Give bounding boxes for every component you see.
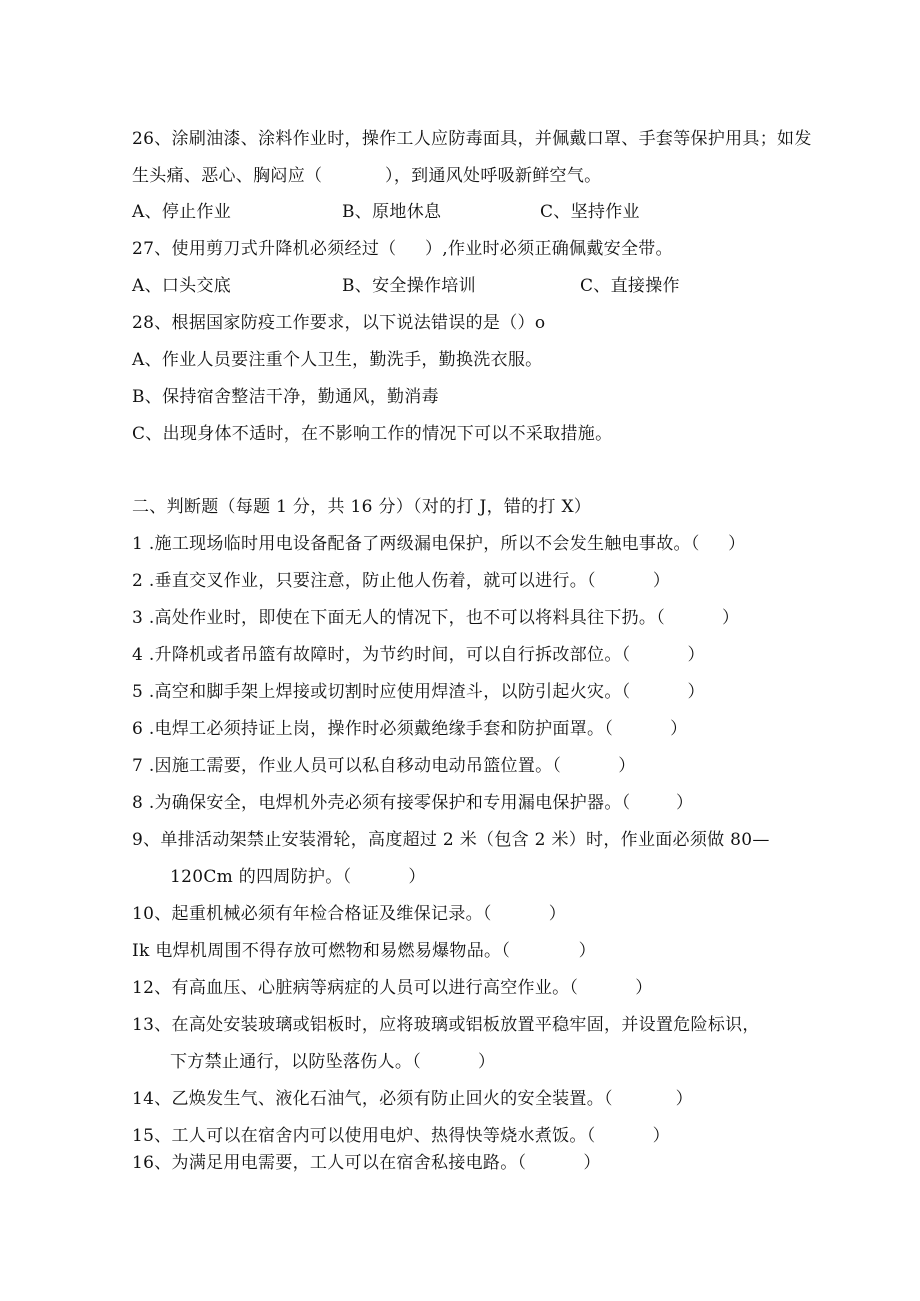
tf-question-11: Ik 电焊机周围不得存放可燃物和易燃易爆物品。（ ） — [132, 941, 596, 961]
q26-option-a: A、停止作业 — [132, 202, 232, 222]
section-heading-true-false: 二、判断题（每题 1 分，共 16 分）（对的打 J，错的打 X） — [132, 497, 592, 517]
q26-option-b: B、原地休息 — [342, 202, 442, 222]
tf-question-6: 6 .电焊工必须持证上岗，操作时必须戴绝缘手套和防护面罩。（ ） — [132, 719, 688, 739]
q27-option-b: B、安全操作培训 — [342, 276, 476, 296]
q28-option-b: B、保持宿舍整洁干净，勤通风，勤消毒 — [132, 387, 439, 407]
tf-question-7: 7 .因施工需要，作业人员可以私自移动电动吊篮位置。（ ） — [132, 756, 636, 776]
q27-text: 27、使用剪刀式升降机必须经过（ ）,作业时必须正确佩戴安全带。 — [132, 239, 673, 259]
tf-question-3: 3 .高处作业时，即使在下面无人的情况下，也不可以将料具往下扔。（ ） — [132, 608, 740, 628]
tf-question-5: 5 .高空和脚手架上焊接或切割时应使用焊渣斗，以防引起火灾。（ ） — [132, 682, 705, 702]
q26-text-line2: 生头痛、恶心、胸闷应（ ），到通风处呼吸新鲜空气。 — [132, 166, 602, 186]
q26-option-c: C、坚持作业 — [540, 202, 640, 222]
tf-question-10: 10、起重机械必须有年检合格证及维保记录。（ ） — [132, 904, 567, 924]
tf-question-2: 2 .垂直交叉作业，只要注意，防止他人伤着，就可以进行。（ ） — [132, 571, 671, 591]
q27-option-c: C、直接操作 — [580, 276, 680, 296]
q27-option-a: A、口头交底 — [132, 276, 232, 296]
tf-question-13-line2: 下方禁止通行，以防坠落伤人。（ ） — [170, 1052, 496, 1072]
q26-text-line1: 26、涂刷油漆、涂料作业时，操作工人应防毒面具，并佩戴口罩、手套等保护用具；如发 — [132, 129, 812, 149]
tf-question-16: 16、为满足用电需要，工人可以在宿舍私接电路。（ ） — [132, 1153, 601, 1173]
tf-question-4: 4 .升降机或者吊篮有故障时，为节约时间，可以自行拆改部位。（ ） — [132, 645, 705, 665]
q28-option-a: A、作业人员要注重个人卫生，勤洗手，勤换洗衣服。 — [132, 350, 543, 370]
q28-text: 28、根据国家防疫工作要求，以下说法错误的是（）o — [132, 313, 546, 333]
tf-question-13-line1: 13、在高处安装玻璃或铝板时，应将玻璃或铝板放置平稳牢固，并设置危险标识， — [132, 1015, 760, 1035]
tf-question-9-line1: 9、单排活动架禁止安装滑轮，高度超过 2 米（包含 2 米）时，作业面必须做 80— — [132, 830, 770, 850]
tf-question-12: 12、有高血压、心脏病等病症的人员可以进行高空作业。（ ） — [132, 978, 653, 998]
tf-question-14: 14、乙焕发生气、液化石油气，必须有防止回火的安全装置。（ ） — [132, 1089, 693, 1109]
q28-option-c: C、出现身体不适时，在不影响工作的情况下可以不采取措施。 — [132, 424, 613, 444]
tf-question-1: 1 .施工现场临时用电设备配备了两级漏电保护，所以不会发生触电事故。（ ） — [132, 534, 746, 554]
tf-question-9-line2: 120Cm 的四周防护。（ ） — [170, 867, 426, 887]
tf-question-8: 8 .为确保安全，电焊机外壳必须有接零保护和专用漏电保护器。（ ） — [132, 793, 694, 813]
tf-question-15: 15、工人可以在宿舍内可以使用电炉、热得快等烧水煮饭。（ ） — [132, 1126, 670, 1146]
